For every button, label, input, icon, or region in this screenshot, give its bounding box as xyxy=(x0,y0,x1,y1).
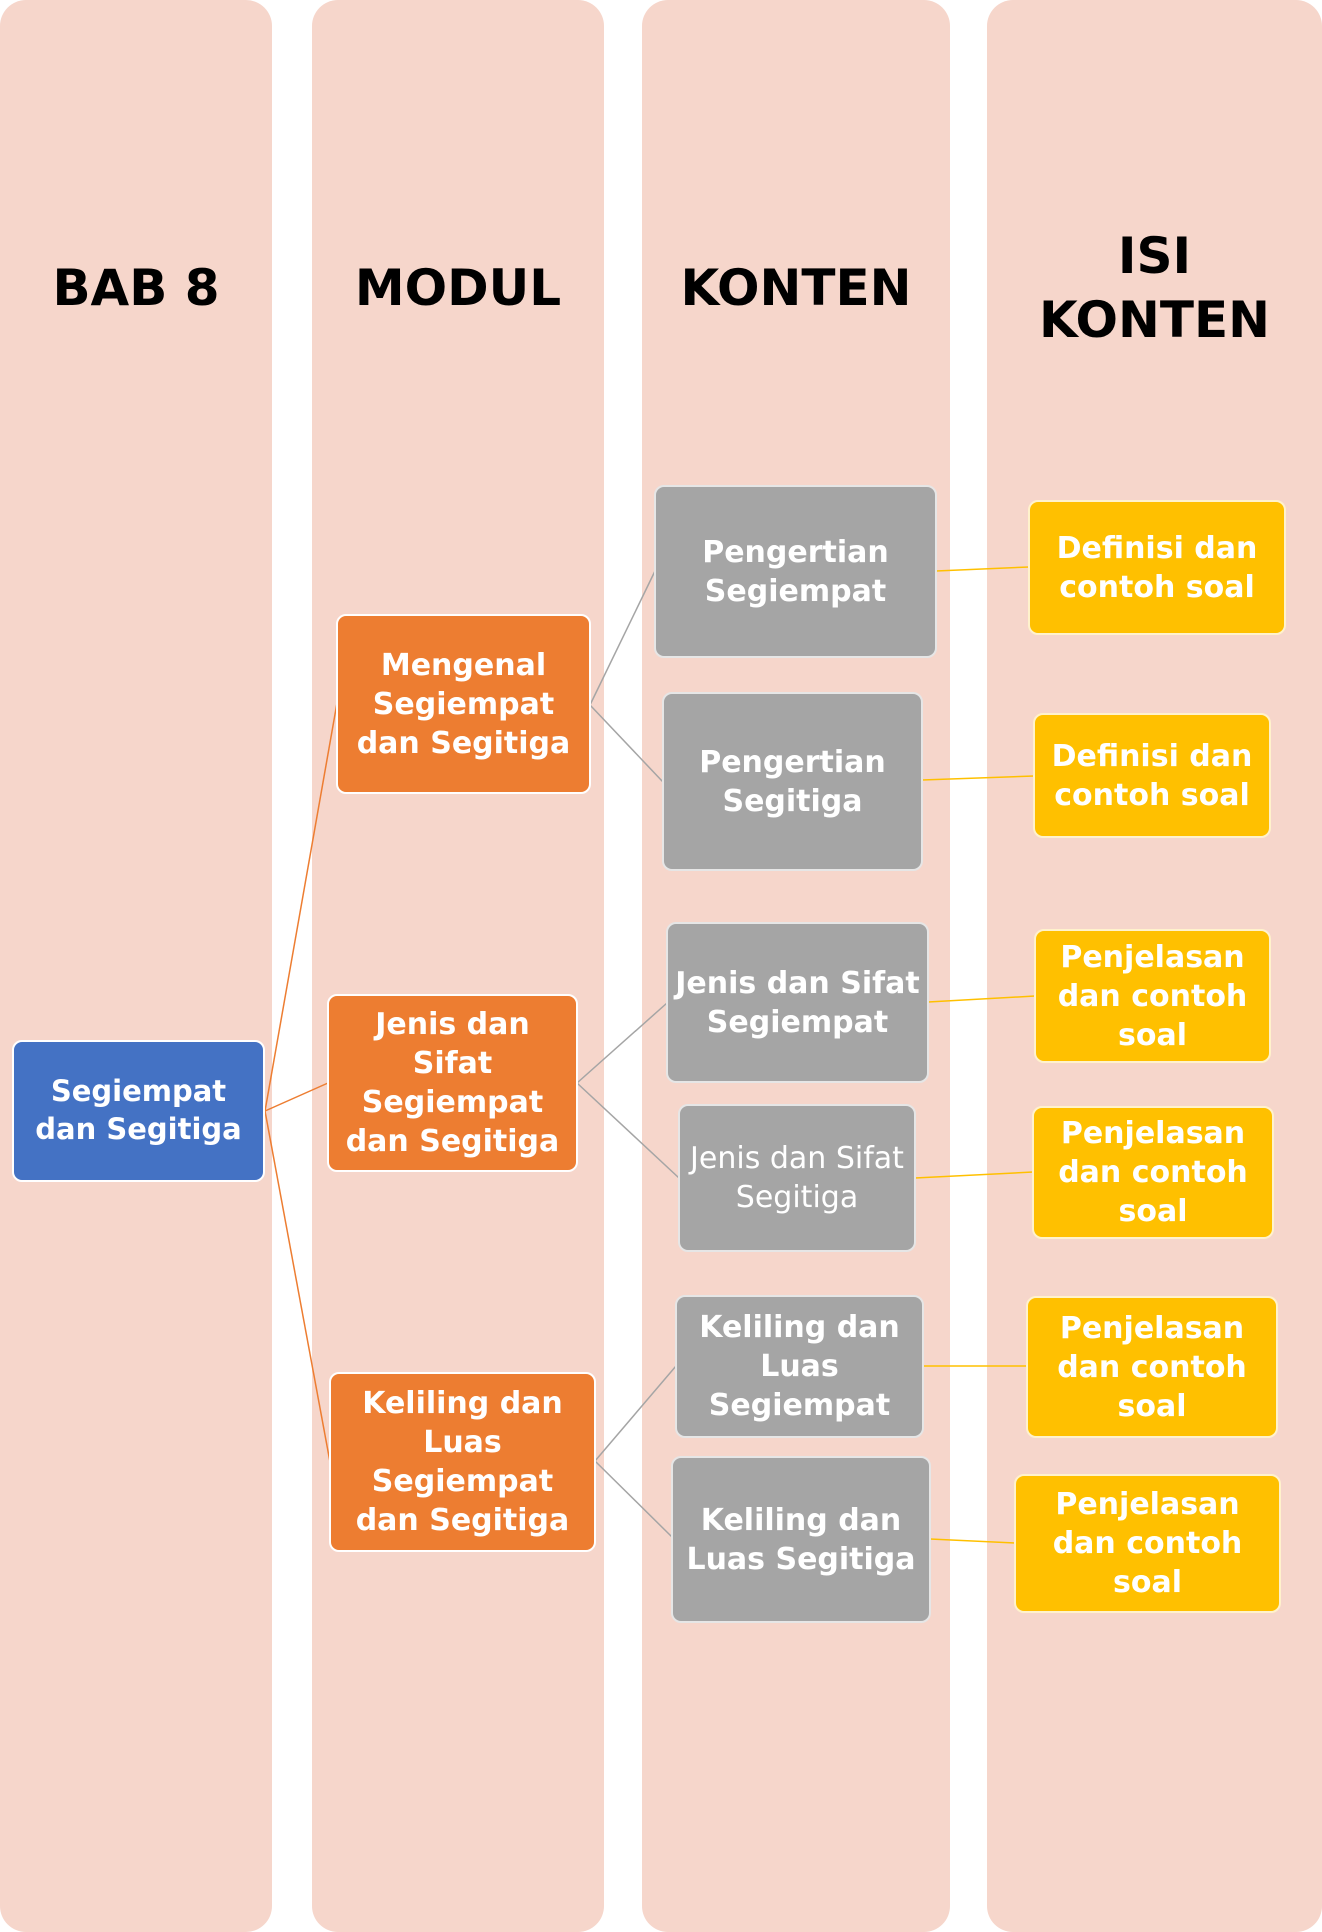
link-module-1-content-1 xyxy=(590,571,655,705)
module-node-1: Mengenal Segiempat dan Segitiga xyxy=(336,614,591,794)
content-node-2: Pengertian Segitiga xyxy=(662,692,923,871)
link-content-2-detail-2 xyxy=(922,776,1034,780)
link-module-2-content-4 xyxy=(577,1083,679,1178)
module-node-3: Keliling dan Luas Segiempat dan Segitiga xyxy=(329,1372,596,1552)
lane-title-konten: KONTEN xyxy=(680,259,912,317)
link-module-3-content-6 xyxy=(595,1461,672,1537)
lane-title-isi-line2: KONTEN xyxy=(1039,291,1270,349)
link-content-6-detail-6 xyxy=(930,1539,1015,1543)
link-module-1-content-2 xyxy=(590,705,663,782)
link-root-module-3 xyxy=(265,1111,330,1462)
root-node: Segiempat dan Segitiga xyxy=(12,1040,265,1182)
lane-title-bab: BAB 8 xyxy=(52,259,220,317)
link-content-3-detail-3 xyxy=(928,996,1035,1002)
content-node-4: Jenis dan Sifat Segitiga xyxy=(678,1104,916,1252)
link-content-1-detail-1 xyxy=(936,567,1029,571)
lane-title-isi-line1: ISI xyxy=(1117,227,1192,285)
content-node-1: Pengertian Segiempat xyxy=(654,485,937,658)
link-content-4-detail-4 xyxy=(915,1172,1033,1178)
detail-node-6: Penjelasan dan contoh soal xyxy=(1014,1474,1281,1613)
detail-node-3: Penjelasan dan contoh soal xyxy=(1034,929,1271,1063)
detail-node-1: Definisi dan contoh soal xyxy=(1028,500,1286,635)
module-node-2: Jenis dan Sifat Segiempat dan Segitiga xyxy=(327,994,578,1172)
detail-node-2: Definisi dan contoh soal xyxy=(1033,713,1271,838)
content-node-3: Jenis dan Sifat Segiempat xyxy=(666,922,929,1083)
link-module-3-content-5 xyxy=(595,1366,676,1461)
content-node-5: Keliling dan Luas Segiempat xyxy=(675,1295,924,1438)
detail-node-4: Penjelasan dan contoh soal xyxy=(1032,1106,1274,1239)
lane-title-modul: MODUL xyxy=(354,259,562,317)
detail-node-5: Penjelasan dan contoh soal xyxy=(1026,1296,1278,1438)
link-root-module-2 xyxy=(265,1083,328,1111)
link-module-2-content-3 xyxy=(577,1003,667,1083)
content-node-6: Keliling dan Luas Segitiga xyxy=(671,1456,931,1623)
